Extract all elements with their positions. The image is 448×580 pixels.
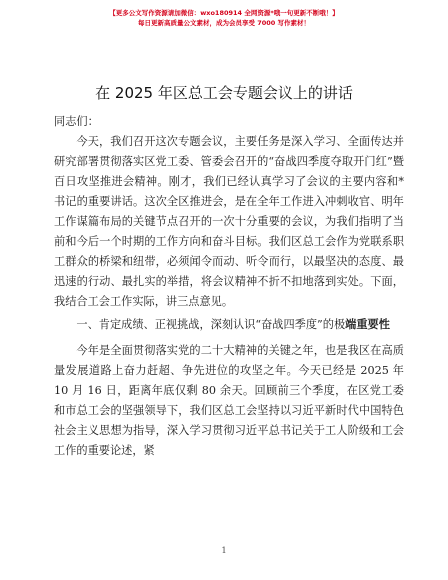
header-subline: 每日更新高质量公文素材，成为会员享受 7000 写作素材！: [137, 19, 311, 27]
document-title: 在 2025 年区总工会专题会议上的讲话: [95, 84, 353, 102]
header-promo-line: 【更多公文写作资源请加微信：wxo180914 全网资源*哦一句更新不断哦！】: [109, 9, 339, 17]
section-heading-bold-text: 端重要性: [345, 317, 390, 331]
page-number: 1: [221, 546, 227, 555]
document-body: [54, 112, 404, 461]
section-heading-1: [54, 314, 404, 335]
header-banner: [0, 8, 448, 28]
salutation: 同志们：: [54, 115, 99, 128]
paragraph-intro: 今天，我们召开这次专题会议，主要任务是深入学习、全面传达并研究部署贯彻落实区党工委、管委会召开的“奋战四季度夺取开门红”暨百日攻坚推进会精神。刚才，我们已经认真学习了会议的主要内容和*书记的重要讲话。这次全区推进会，是在全年工作进入冲刺收官、明年工作谋篇布局的关键节点召开的一次十分重要的会议，为我们指明了当前和今后一个时期的工作方向和奋斗目标。我们区总工会作为党联系职工群众的桥梁和纽带，必须闻令而动、听令而行，以最坚决的态度、最迅速的行动、最扎实的举措，将会议精神不折不扣地落到实处。下面，我结合工会工作实际，讲三点意见。: [54, 135, 404, 308]
section-heading-text: 一、肯定成绩、正视挑战，深刻认识“奋战四季度”的极: [76, 318, 346, 331]
paragraph-section-1: 今年是全面贯彻落实党的二十大精神的关键之年，也是我区在高质量发展道路上奋力赶超、争先进位的攻坚之年。今天已经是 2025 年 10 月 16 日，距离年底仅剩 80 余天。回顾前三个季度，在区党工委和市总工会的坚强领导下，我们区总工会坚持以习近平新时代中国特色社会主义思想为指导，深入学习贯彻习近平总书记关于工人阶级和工会工作的重要论述，紧: [54, 344, 404, 457]
